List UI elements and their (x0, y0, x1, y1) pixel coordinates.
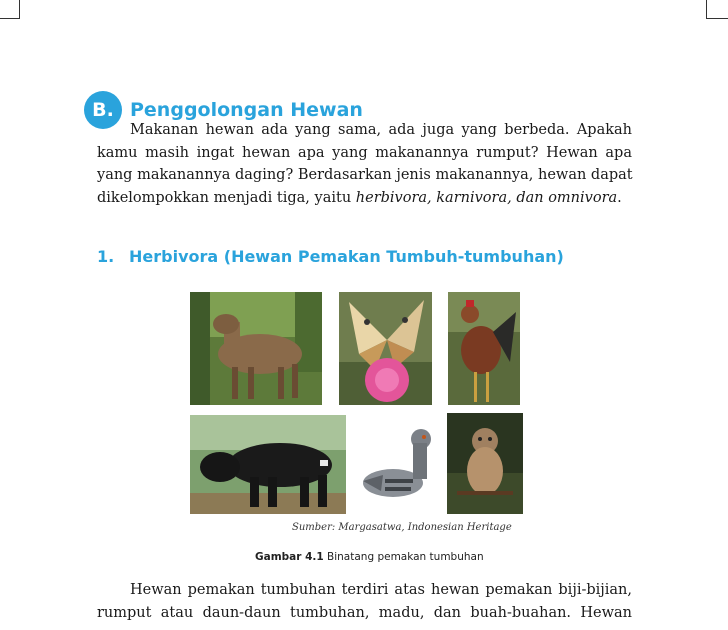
crop-mark (706, 0, 707, 18)
crop-mark (19, 0, 20, 18)
subsection-heading (97, 247, 564, 266)
crop-mark (0, 18, 20, 19)
body-paragraph (97, 579, 632, 624)
intro-paragraph (97, 119, 632, 209)
butterfly-photo (339, 292, 432, 405)
text-run: . (617, 189, 622, 206)
subsection-title: Herbivora (Hewan Pemakan Tumbuh-tumbuhan) (129, 247, 564, 266)
subsection-number: 1. (97, 247, 115, 266)
paragraph-line: kamu masih ingat hewan apa yang makanannya rumput? Hewan apa (97, 144, 632, 161)
figure-caption (255, 551, 484, 563)
paragraph-line: yang makanannya daging? Berdasarkan jenis makanannya, hewan dapat (97, 167, 633, 183)
caption-label: Gambar 4.1 (255, 551, 324, 563)
monkey-photo (447, 413, 523, 514)
paragraph-line: Hewan pemakan tumbuhan terdiri atas hewan pemakan biji-bijian, (130, 582, 632, 598)
deer-photo (190, 292, 322, 405)
pigeon-photo (355, 415, 438, 514)
bull-photo (190, 415, 346, 514)
section-badge: B. (84, 91, 122, 129)
crop-mark (706, 18, 728, 19)
caption-text: Binatang pemakan tumbuhan (323, 551, 484, 563)
text-run: dikelompokkan menjadi tiga, yaitu (97, 189, 356, 206)
paragraph-line: rumput atau daun-daun tumbuhan, madu, dan buah-buahan. Hewan (97, 604, 632, 621)
italic-terms: herbivora, karnivora, dan omnivora (355, 189, 618, 206)
section-title: Penggolongan Hewan (130, 99, 363, 121)
rooster-photo (448, 292, 520, 405)
paragraph-line: Makanan hewan ada yang sama, ada juga yang berbeda. Apakah (130, 122, 632, 138)
paragraph-line (97, 187, 632, 210)
figure-source: Sumber: Margasatwa, Indonesian Heritage (292, 522, 512, 533)
